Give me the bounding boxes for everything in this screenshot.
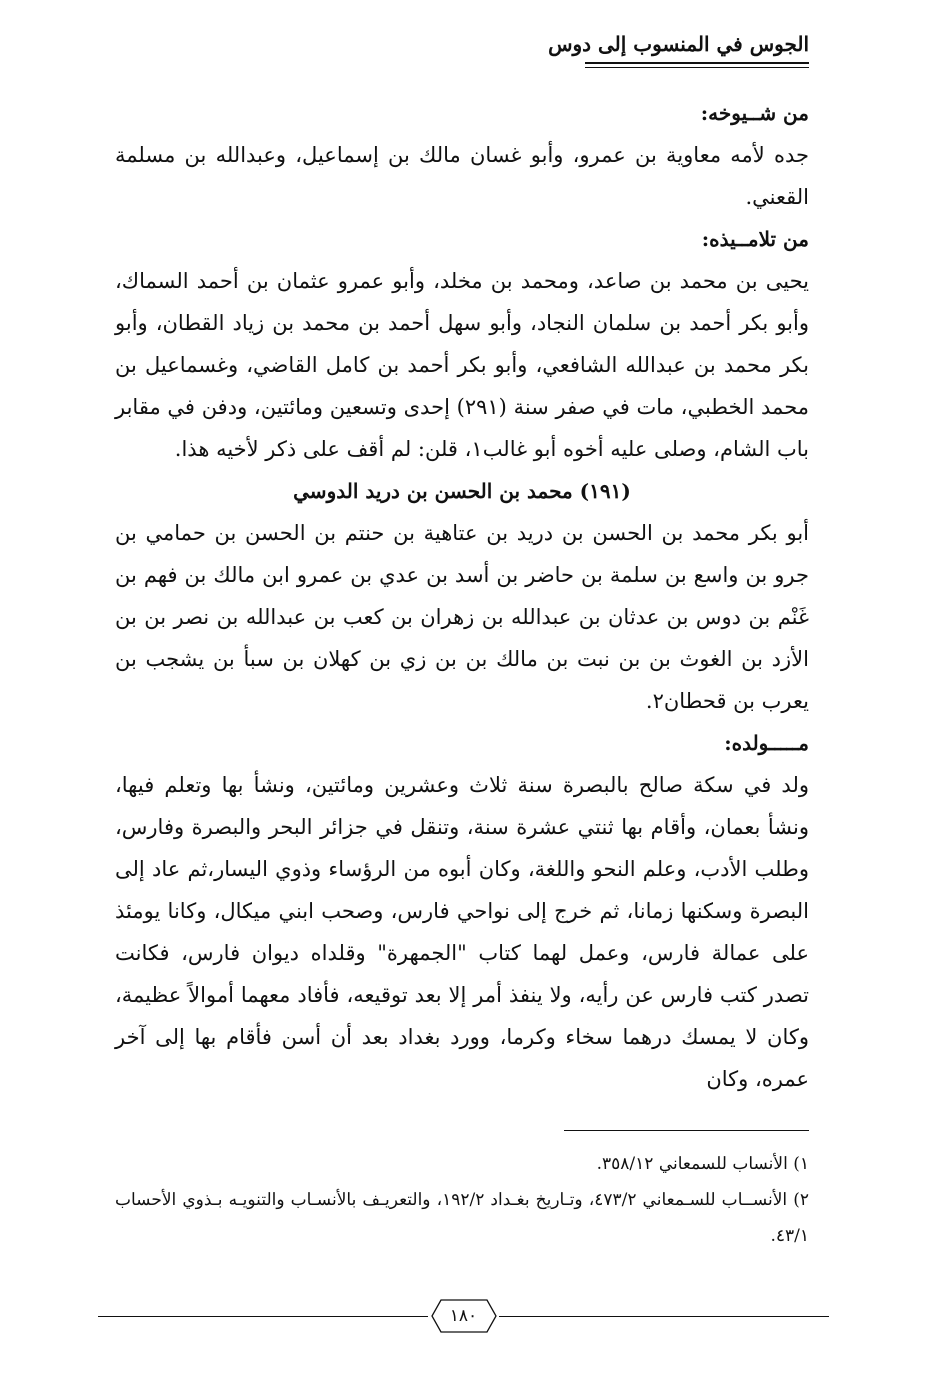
footnotes [115,1146,809,1254]
footnote-2: ٢) الأنســاب للسـمعاني ٤٧٣/٢، وتـاريخ بغـداد ١٩٢/٢، والتعريـف بالأنسـاب والتنويـه بـذوي الأحساب ٤٣/١. [115,1190,809,1246]
talamidh-heading: من تلامــيذه: [701,227,809,251]
header-rule-thick [585,62,809,64]
page-footer [98,1297,829,1337]
entry-title: (١٩١) محمد بن الحسن بن دريد الدوسي [293,479,631,503]
page-number-badge [431,1299,497,1333]
mawlid-paragraph: ولد في سكة صالح بالبصرة سنة ثلاث وعشرين ومائتين، ونشأ بها وتعلم فيها، ونشأ بعمان، وأقام بها ثنتي عشرة سنة، وتنقل في جزائر البحر والبصرة وفارس، وطلب الأدب، وعلم النحو واللغة، وكان أبوه من الرؤساء وذوي اليسار،ثم عاد إلى البصرة وسكنها زمانا، ثم خرج إلى نواحي فارس، وصحب ابني ميكال، وكانا يومئذ على عمالة فارس، وعمل لهما كتاب "الجمهرة" وقلداه ديوان فارس، فكانت تصدر كتب فارس عن رأيه، ولا ينفذ أمر إلا بعد توقيعه، فأفاد معهما أموالاً عظيمة، وكان لا يمسك درهما سخاء وكرما، وورد بغداد بعد أن أسن فأقام بها إلى آخر عمره، وكان [115,773,809,1091]
shuyukh-heading: من شــيوخه: [700,101,809,125]
main-text [115,92,809,1100]
footer-rule-right [499,1316,829,1317]
header-rule-thin [585,67,809,68]
talamidh-paragraph: يحيى بن محمد بن صاعد، ومحمد بن مخلد، وأبو عمرو عثمان بن أحمد السماك، وأبو بكر أحمد بن سلمان النجاد، وأبو سهل أحمد بن محمد بن زياد القطان، وأبو بكر محمد بن عبدالله الشافعي، وأبو بكر أحمد بن كامل القاضي، وغسماعيل بن محمد الخطبي، مات في صفر سنة (٢٩١) إحدى وتسعين ومائتين، ودفن في مقابر باب الشام، وصلى عليه أخوه أبو غالب١، قلن: لم أقف على ذكر لأخيه هذا. [115,269,809,461]
footer-rule-left [98,1316,428,1317]
page-number: ١٨٠ [449,1306,478,1326]
shuyukh-paragraph: جده لأمه معاوية بن عمرو، وأبو غسان مالك بن إسماعيل، وعبدالله بن مسلمة القعني. [115,143,809,209]
running-header: الجوس في المنسوب إلى دوس [548,32,809,56]
mawlid-heading: مـــــولده: [724,731,809,755]
footnote-1: ١) الأنساب للسمعاني ٣٥٨/١٢. [596,1154,809,1174]
entry-paragraph: أبو بكر محمد بن الحسن بن دريد بن عتاهية بن حنتم بن الحسن بن حمامي بن جرو بن واسع بن سلمة بن حاضر بن أسد بن عدي بن عمرو ابن مالك بن فهم بن غَنْم بن دوس بن عدثان بن عبدالله بن زهران بن كعب بن عبدالله بن نصر بن بن الأزد بن الغوث بن بن نبت بن مالك بن بن زي بن كهلان بن سبأ بن يشجب بن يعرب بن قحطان٢. [115,521,809,713]
footnote-separator [564,1130,809,1131]
